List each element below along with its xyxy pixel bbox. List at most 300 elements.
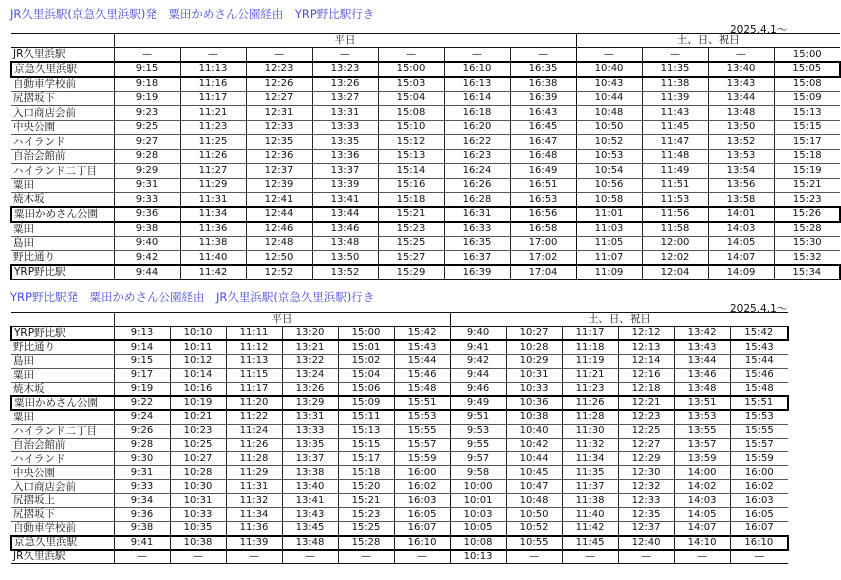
- time-cell: 15:26: [774, 207, 840, 222]
- time-cell: 12:48: [246, 236, 312, 251]
- station-name: ハイランド: [11, 452, 114, 466]
- time-cell: 15:44: [394, 354, 450, 368]
- time-cell: 12:30: [618, 466, 674, 480]
- timetable-table: [10, 312, 789, 564]
- timetable-row: [11, 62, 840, 77]
- timetable-row: [11, 368, 788, 382]
- timetable-row: [11, 207, 840, 222]
- time-cell: 16:14: [444, 91, 510, 106]
- time-cell: 9:58: [450, 466, 506, 480]
- time-cell: 11:24: [226, 424, 282, 438]
- time-cell: 10:44: [506, 452, 562, 466]
- time-cell: 13:52: [312, 265, 378, 280]
- time-cell: 11:07: [576, 251, 642, 266]
- time-cell: 9:41: [450, 340, 506, 354]
- time-cell: 15:48: [394, 382, 450, 396]
- time-cell: 14:02: [674, 480, 730, 494]
- time-cell: —: [510, 48, 576, 63]
- station-name: 焼木坂: [11, 382, 114, 396]
- station-name: 野比通り: [11, 340, 114, 354]
- time-cell: 17:04: [510, 265, 576, 280]
- time-cell: 13:51: [674, 396, 730, 410]
- station-name: 島田: [11, 354, 114, 368]
- time-cell: 15:02: [338, 354, 394, 368]
- time-cell: 10:05: [450, 522, 506, 536]
- time-cell: 10:38: [170, 536, 226, 550]
- time-cell: 16:31: [444, 207, 510, 222]
- time-cell: 11:13: [180, 62, 246, 77]
- time-cell: 13:46: [674, 368, 730, 382]
- time-cell: 16:00: [730, 466, 788, 480]
- time-cell: —: [506, 550, 562, 564]
- time-cell: 16:53: [510, 193, 576, 208]
- time-cell: 12:27: [618, 438, 674, 452]
- time-cell: 13:35: [282, 438, 338, 452]
- time-cell: 10:14: [170, 368, 226, 382]
- header-blank: [11, 34, 114, 48]
- station-name: 中央公園: [11, 466, 114, 480]
- time-cell: 11:45: [562, 536, 618, 550]
- time-cell: 11:20: [226, 396, 282, 410]
- time-cell: 14:07: [708, 251, 774, 266]
- time-cell: 12:31: [246, 106, 312, 121]
- time-cell: 16:07: [730, 522, 788, 536]
- time-cell: 14:01: [708, 207, 774, 222]
- time-cell: 15:57: [394, 438, 450, 452]
- time-cell: 9:31: [114, 466, 170, 480]
- time-cell: 10:56: [576, 178, 642, 193]
- time-cell: 11:29: [180, 178, 246, 193]
- time-cell: —: [170, 550, 226, 564]
- time-cell: 13:48: [312, 236, 378, 251]
- time-cell: 15:29: [378, 265, 444, 280]
- time-cell: 15:08: [378, 106, 444, 121]
- time-cell: 11:27: [180, 164, 246, 179]
- time-cell: 15:03: [378, 77, 444, 92]
- time-cell: 13:44: [708, 91, 774, 106]
- time-cell: 11:38: [180, 236, 246, 251]
- time-cell: 11:38: [562, 494, 618, 508]
- time-cell: 16:00: [394, 466, 450, 480]
- time-cell: —: [642, 48, 708, 63]
- time-cell: 11:03: [576, 222, 642, 237]
- station-name: 尻摺坂下: [11, 91, 114, 106]
- station-name: 中央公園: [11, 120, 114, 135]
- time-cell: 16:39: [510, 91, 576, 106]
- timetable-row: [11, 178, 840, 193]
- time-cell: 16:10: [444, 62, 510, 77]
- time-cell: 16:23: [444, 149, 510, 164]
- time-cell: 12:35: [246, 135, 312, 150]
- time-cell: 16:20: [444, 120, 510, 135]
- time-cell: 12:23: [246, 62, 312, 77]
- time-cell: 13:31: [282, 410, 338, 424]
- time-cell: —: [576, 48, 642, 63]
- time-cell: 15:57: [730, 438, 788, 452]
- time-cell: 12:00: [642, 236, 708, 251]
- time-cell: 16:58: [510, 222, 576, 237]
- time-cell: 15:15: [774, 120, 840, 135]
- time-cell: 15:32: [774, 251, 840, 266]
- time-cell: 11:48: [642, 149, 708, 164]
- time-cell: 10:53: [576, 149, 642, 164]
- time-cell: 13:58: [708, 193, 774, 208]
- time-cell: —: [180, 48, 246, 63]
- time-cell: 11:01: [576, 207, 642, 222]
- time-cell: 16:24: [444, 164, 510, 179]
- station-name: YRP野比駅: [11, 327, 114, 341]
- time-cell: 12:36: [246, 149, 312, 164]
- timetable-title: YRP野比駅発 粟田かめさん公園経由 JR久里浜駅(京急久里浜駅)行き: [10, 290, 375, 304]
- station-name: 粟田: [11, 410, 114, 424]
- time-cell: 9:41: [114, 536, 170, 550]
- time-cell: 12:32: [618, 480, 674, 494]
- station-name: 入口商店会前: [11, 480, 114, 494]
- timetable-table: [10, 33, 841, 280]
- time-cell: 16:56: [510, 207, 576, 222]
- time-cell: 11:35: [562, 466, 618, 480]
- time-cell: 10:33: [506, 382, 562, 396]
- timetable-row: [11, 164, 840, 179]
- time-cell: —: [114, 550, 170, 564]
- time-cell: 11:17: [562, 327, 618, 341]
- time-cell: 13:48: [674, 382, 730, 396]
- timetable-title: JR久里浜駅(京急久里浜駅)発 粟田かめさん公園経由 YRP野比駅行き: [10, 7, 375, 21]
- time-cell: 15:12: [378, 135, 444, 150]
- time-cell: 12:21: [618, 396, 674, 410]
- time-cell: 12:33: [618, 494, 674, 508]
- time-cell: 11:34: [226, 508, 282, 522]
- time-cell: 11:26: [562, 396, 618, 410]
- time-cell: 15:21: [338, 494, 394, 508]
- time-cell: 10:31: [170, 494, 226, 508]
- time-cell: 12:26: [246, 77, 312, 92]
- station-name: 自治会館前: [11, 149, 114, 164]
- time-cell: 15:09: [774, 91, 840, 106]
- time-cell: 15:20: [338, 480, 394, 494]
- time-cell: 15:21: [774, 178, 840, 193]
- time-cell: 12:23: [618, 410, 674, 424]
- time-cell: 11:35: [642, 62, 708, 77]
- time-cell: 12:44: [246, 207, 312, 222]
- time-cell: 15:55: [394, 424, 450, 438]
- time-cell: 15:11: [338, 410, 394, 424]
- time-cell: 10:50: [506, 508, 562, 522]
- timetable-row: [11, 550, 788, 564]
- time-cell: 10:12: [170, 354, 226, 368]
- time-cell: 10:44: [576, 91, 642, 106]
- time-cell: 16:45: [510, 120, 576, 135]
- time-cell: 12:33: [246, 120, 312, 135]
- time-cell: 13:33: [312, 120, 378, 135]
- time-cell: 13:45: [282, 522, 338, 536]
- station-name: 京急久里浜駅: [11, 62, 114, 77]
- time-cell: 11:25: [180, 135, 246, 150]
- time-cell: 11:26: [226, 438, 282, 452]
- time-cell: 9:19: [114, 91, 180, 106]
- time-cell: —: [282, 550, 338, 564]
- time-cell: 11:30: [562, 424, 618, 438]
- time-cell: 9:40: [450, 327, 506, 341]
- time-cell: 15:23: [774, 193, 840, 208]
- time-cell: 14:09: [708, 265, 774, 280]
- time-cell: 11:42: [180, 265, 246, 280]
- time-cell: 15:10: [378, 120, 444, 135]
- time-cell: 10:27: [170, 452, 226, 466]
- time-cell: 16:03: [730, 494, 788, 508]
- station-name: 尻摺坂上: [11, 494, 114, 508]
- weekday-header: 平日: [114, 313, 450, 327]
- timetable-outbound: [0, 0, 822, 285]
- time-cell: 10:48: [506, 494, 562, 508]
- time-cell: 11:19: [562, 354, 618, 368]
- time-cell: 10:10: [170, 327, 226, 341]
- time-cell: 12:50: [246, 251, 312, 266]
- time-cell: 9:40: [114, 236, 180, 251]
- timetable-row: [11, 106, 840, 121]
- time-cell: 11:32: [226, 494, 282, 508]
- time-cell: 9:26: [114, 424, 170, 438]
- time-cell: 13:35: [312, 135, 378, 150]
- time-cell: 15:18: [774, 149, 840, 164]
- time-cell: 13:22: [282, 354, 338, 368]
- time-cell: 12:52: [246, 265, 312, 280]
- time-cell: 16:47: [510, 135, 576, 150]
- timetable-row: [11, 494, 788, 508]
- timetable-row: [11, 410, 788, 424]
- station-name: 粟田かめさん公園: [11, 207, 114, 222]
- time-cell: 14:05: [708, 236, 774, 251]
- time-cell: 15:53: [394, 410, 450, 424]
- time-cell: 15:34: [774, 265, 840, 280]
- timetable-row: [11, 265, 840, 280]
- time-cell: 15:48: [730, 382, 788, 396]
- time-cell: 12:12: [618, 327, 674, 341]
- time-cell: —: [618, 550, 674, 564]
- time-cell: 15:21: [378, 207, 444, 222]
- time-cell: 15:13: [774, 106, 840, 121]
- time-cell: 12:18: [618, 382, 674, 396]
- time-cell: 11:40: [562, 508, 618, 522]
- station-name: 島田: [11, 236, 114, 251]
- time-cell: 16:51: [510, 178, 576, 193]
- time-cell: 10:50: [576, 120, 642, 135]
- time-cell: 12:04: [642, 265, 708, 280]
- timetable-row: [11, 438, 788, 452]
- time-cell: 15:00: [774, 48, 840, 63]
- time-cell: 10:58: [576, 193, 642, 208]
- weekday-header: 平日: [114, 34, 576, 48]
- time-cell: 15:01: [338, 340, 394, 354]
- time-cell: 11:21: [562, 368, 618, 382]
- time-cell: 12:46: [246, 222, 312, 237]
- time-cell: 15:17: [774, 135, 840, 150]
- time-cell: 12:37: [618, 522, 674, 536]
- time-cell: —: [674, 550, 730, 564]
- time-cell: 15:00: [378, 62, 444, 77]
- time-cell: 9:13: [114, 327, 170, 341]
- time-cell: 16:35: [444, 236, 510, 251]
- time-cell: 11:16: [180, 77, 246, 92]
- time-cell: 15:46: [730, 368, 788, 382]
- station-name: YRP野比駅: [11, 265, 114, 280]
- time-cell: 10:27: [506, 327, 562, 341]
- time-cell: 10:31: [506, 368, 562, 382]
- time-cell: 11:05: [576, 236, 642, 251]
- station-name: 粟田: [11, 178, 114, 193]
- station-name: ハイランド二丁目: [11, 424, 114, 438]
- time-cell: 10:13: [450, 550, 506, 564]
- station-name: 自治会館前: [11, 438, 114, 452]
- time-cell: 9:30: [114, 452, 170, 466]
- station-name: JR久里浜駅: [11, 550, 114, 564]
- time-cell: 11:49: [642, 164, 708, 179]
- time-cell: 9:33: [114, 193, 180, 208]
- time-cell: 10:28: [506, 340, 562, 354]
- time-cell: 15:17: [338, 452, 394, 466]
- time-cell: 9:24: [114, 410, 170, 424]
- time-cell: 10:54: [576, 164, 642, 179]
- time-cell: 13:44: [312, 207, 378, 222]
- time-cell: —: [312, 48, 378, 63]
- time-cell: 14:05: [674, 508, 730, 522]
- station-name: 京急久里浜駅: [11, 536, 114, 550]
- timetable-row: [11, 120, 840, 135]
- time-cell: 13:27: [312, 91, 378, 106]
- time-cell: 15:42: [730, 327, 788, 341]
- time-cell: 15:27: [378, 251, 444, 266]
- time-cell: 11:17: [180, 91, 246, 106]
- time-cell: 15:44: [730, 354, 788, 368]
- time-cell: —: [444, 48, 510, 63]
- time-cell: 15:43: [730, 340, 788, 354]
- time-cell: 10:45: [506, 466, 562, 480]
- time-cell: 15:16: [378, 178, 444, 193]
- time-cell: 10:33: [170, 508, 226, 522]
- time-cell: 9:36: [114, 207, 180, 222]
- time-cell: 9:23: [114, 106, 180, 121]
- time-cell: 16:37: [444, 251, 510, 266]
- time-cell: 12:16: [618, 368, 674, 382]
- time-cell: 9:44: [450, 368, 506, 382]
- time-cell: 9:53: [450, 424, 506, 438]
- time-cell: 15:43: [394, 340, 450, 354]
- time-cell: 15:06: [338, 382, 394, 396]
- time-cell: 12:27: [246, 91, 312, 106]
- time-cell: 10:36: [506, 396, 562, 410]
- time-cell: 16:03: [394, 494, 450, 508]
- time-cell: 12:14: [618, 354, 674, 368]
- timetable-row: [11, 508, 788, 522]
- time-cell: —: [114, 48, 180, 63]
- time-cell: 10:25: [170, 438, 226, 452]
- station-name: 粟田: [11, 368, 114, 382]
- timetable-row: [11, 149, 840, 164]
- time-cell: 15:30: [774, 236, 840, 251]
- time-cell: 10:19: [170, 396, 226, 410]
- time-cell: 11:11: [226, 327, 282, 341]
- timetable-row: [11, 522, 788, 536]
- time-cell: 14:03: [674, 494, 730, 508]
- time-cell: 11:31: [180, 193, 246, 208]
- timetable-row: [11, 536, 788, 550]
- time-cell: 11:09: [576, 265, 642, 280]
- time-cell: 11:18: [562, 340, 618, 354]
- time-cell: 12:35: [618, 508, 674, 522]
- time-cell: 12:29: [618, 452, 674, 466]
- effective-date: 2025.4.1～: [730, 303, 788, 315]
- time-cell: 15:53: [730, 410, 788, 424]
- time-cell: 12:41: [246, 193, 312, 208]
- station-name: 粟田: [11, 222, 114, 237]
- time-cell: 13:41: [282, 494, 338, 508]
- effective-date: 2025.4.1～: [730, 24, 788, 36]
- time-cell: 16:02: [730, 480, 788, 494]
- time-cell: 15:13: [378, 149, 444, 164]
- time-cell: 10:55: [506, 536, 562, 550]
- time-cell: 13:40: [282, 480, 338, 494]
- time-cell: 13:38: [282, 466, 338, 480]
- time-cell: 13:24: [282, 368, 338, 382]
- time-cell: 13:20: [282, 327, 338, 341]
- time-cell: 17:00: [510, 236, 576, 251]
- time-cell: 16:22: [444, 135, 510, 150]
- time-cell: 9:34: [114, 494, 170, 508]
- timetable-row: [11, 77, 840, 92]
- time-cell: 11:34: [180, 207, 246, 222]
- time-cell: —: [562, 550, 618, 564]
- time-cell: 13:26: [312, 77, 378, 92]
- time-cell: 15:18: [378, 193, 444, 208]
- time-cell: 9:28: [114, 438, 170, 452]
- time-cell: 14:10: [674, 536, 730, 550]
- time-cell: —: [378, 48, 444, 63]
- time-cell: 13:53: [708, 149, 774, 164]
- time-cell: 11:53: [642, 193, 708, 208]
- time-cell: 11:28: [562, 410, 618, 424]
- time-cell: 14:07: [674, 522, 730, 536]
- time-cell: 16:10: [730, 536, 788, 550]
- time-cell: 11:47: [642, 135, 708, 150]
- time-cell: 10:35: [170, 522, 226, 536]
- time-cell: 11:39: [226, 536, 282, 550]
- time-cell: 16:49: [510, 164, 576, 179]
- time-cell: 10:30: [170, 480, 226, 494]
- time-cell: 15:04: [338, 368, 394, 382]
- time-cell: —: [226, 550, 282, 564]
- time-cell: 11:15: [226, 368, 282, 382]
- timetable-row: [11, 222, 840, 237]
- time-cell: 10:52: [576, 135, 642, 150]
- time-cell: 15:15: [338, 438, 394, 452]
- holiday-header: 土、日、祝日: [576, 34, 840, 48]
- time-cell: 12:40: [618, 536, 674, 550]
- timetable-row: [11, 135, 840, 150]
- time-cell: 9:22: [114, 396, 170, 410]
- time-cell: 9:38: [114, 522, 170, 536]
- time-cell: 10:52: [506, 522, 562, 536]
- time-cell: 13:43: [674, 340, 730, 354]
- time-cell: 9:15: [114, 354, 170, 368]
- time-cell: 14:03: [708, 222, 774, 237]
- time-cell: 9:25: [114, 120, 180, 135]
- time-cell: 13:37: [282, 452, 338, 466]
- time-cell: 11:56: [642, 207, 708, 222]
- time-cell: 10:16: [170, 382, 226, 396]
- time-cell: 16:18: [444, 106, 510, 121]
- timetable-row: [11, 193, 840, 208]
- timetable-row: [11, 396, 788, 410]
